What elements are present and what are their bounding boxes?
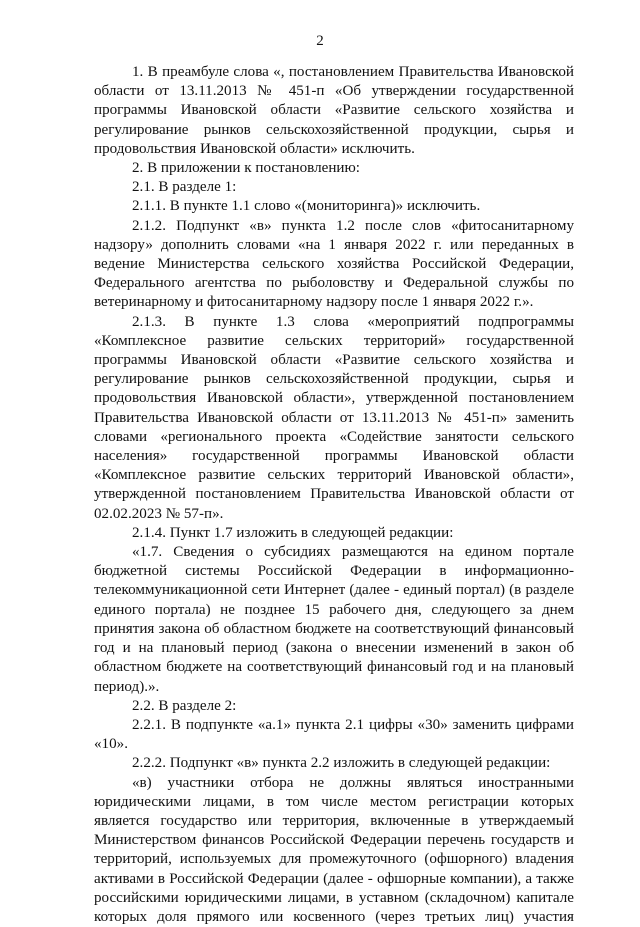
paragraph: 2.2.1. В подпункте «а.1» пункта 2.1 цифры «30» заменить цифрами «10». xyxy=(94,716,574,753)
paragraph: 1. В преамбуле слова «, постановлением Правительства Ивановской области от 13.11.2013 № 451-п «Об утверждении государственной программы Ивановской области «Развитие сельского хозяйства и регулирование рынков сельскохозяйственной продукции, сырья и продовольствия Ивановской области» исключить. xyxy=(94,64,574,157)
paragraph: 2.1.4. Пункт 1.7 изложить в следующей редакции: xyxy=(132,524,454,541)
paragraph: 2.1. В разделе 1: xyxy=(132,179,237,196)
paragraph: «1.7. Сведения о субсидиях размещаются на едином портале бюджетной системы Российской Федерации в информационно-телекоммуникационной сети Интернет (далее - единый портал) (в разделе единого портала) не позднее 15 рабочего дня, следующего за днем принятия закона об областном бюджете на соответствующий финансовый год и на плановый период (закона о внесении изменений в закон об областном бюджете на соответствующий финансовый год и на плановый период).». xyxy=(94,544,574,695)
paragraph: 2. В приложении к постановлению: xyxy=(132,160,360,177)
paragraph: «в) участники отбора не должны являться иностранными юридическими лицами, в том числе местом регистрации которых является государство или территория, включенные в утверждаемый Министерством финансов Российской Федерации перечень государств и территорий, используемых для промежуточного (офшорного) владения активами в Российской Федерации (далее - офшорные компании), а также российскими юридическими лицами, в уставном (складочном) капитале которых доля прямого или косвенного (через третьих лиц) участия xyxy=(94,774,574,925)
paragraph: 2.2. В разделе 2: xyxy=(132,697,237,714)
paragraph: 2.1.2. Подпункт «в» пункта 1.2 после слов «фитосанитарному надзору» дополнить словами «на 1 января 2022 г. или переданных в ведение Министерства сельского хозяйства Российской Федерации, Федерального агентства по рыболовству и Федеральной службы по ветеринарному и фитосанитарному надзору после 1 января 2022 г.». xyxy=(94,217,574,311)
paragraph: 2.1.1. В пункте 1.1 слово «(мониторинга)» исключить. xyxy=(132,198,481,215)
paragraph: 2.2.2. Подпункт «в» пункта 2.2 изложить в следующей редакции: xyxy=(132,755,551,772)
document-body xyxy=(94,63,574,927)
paragraph: 2.1.3. В пункте 1.3 слова «мероприятий подпрограммы «Комплексное развитие сельских территорий» государственной программы Ивановской области «Развитие сельского хозяйства и регулирование рынков сельскохозяйственной продукции, сырья и продовольствия Ивановской области», утвержденной постановлением Правительства Ивановской области от 13.11.2013 № 451-п» заменить словами «регионального проекта «Содействие занятости сельского населения» государственной программы Ивановской области «Комплексное развитие сельских территорий Ивановской области», утвержденной постановлением Правительства Ивановской области от 02.02.2023 № 57-п». xyxy=(94,313,574,522)
page-number: 2 xyxy=(316,33,324,49)
